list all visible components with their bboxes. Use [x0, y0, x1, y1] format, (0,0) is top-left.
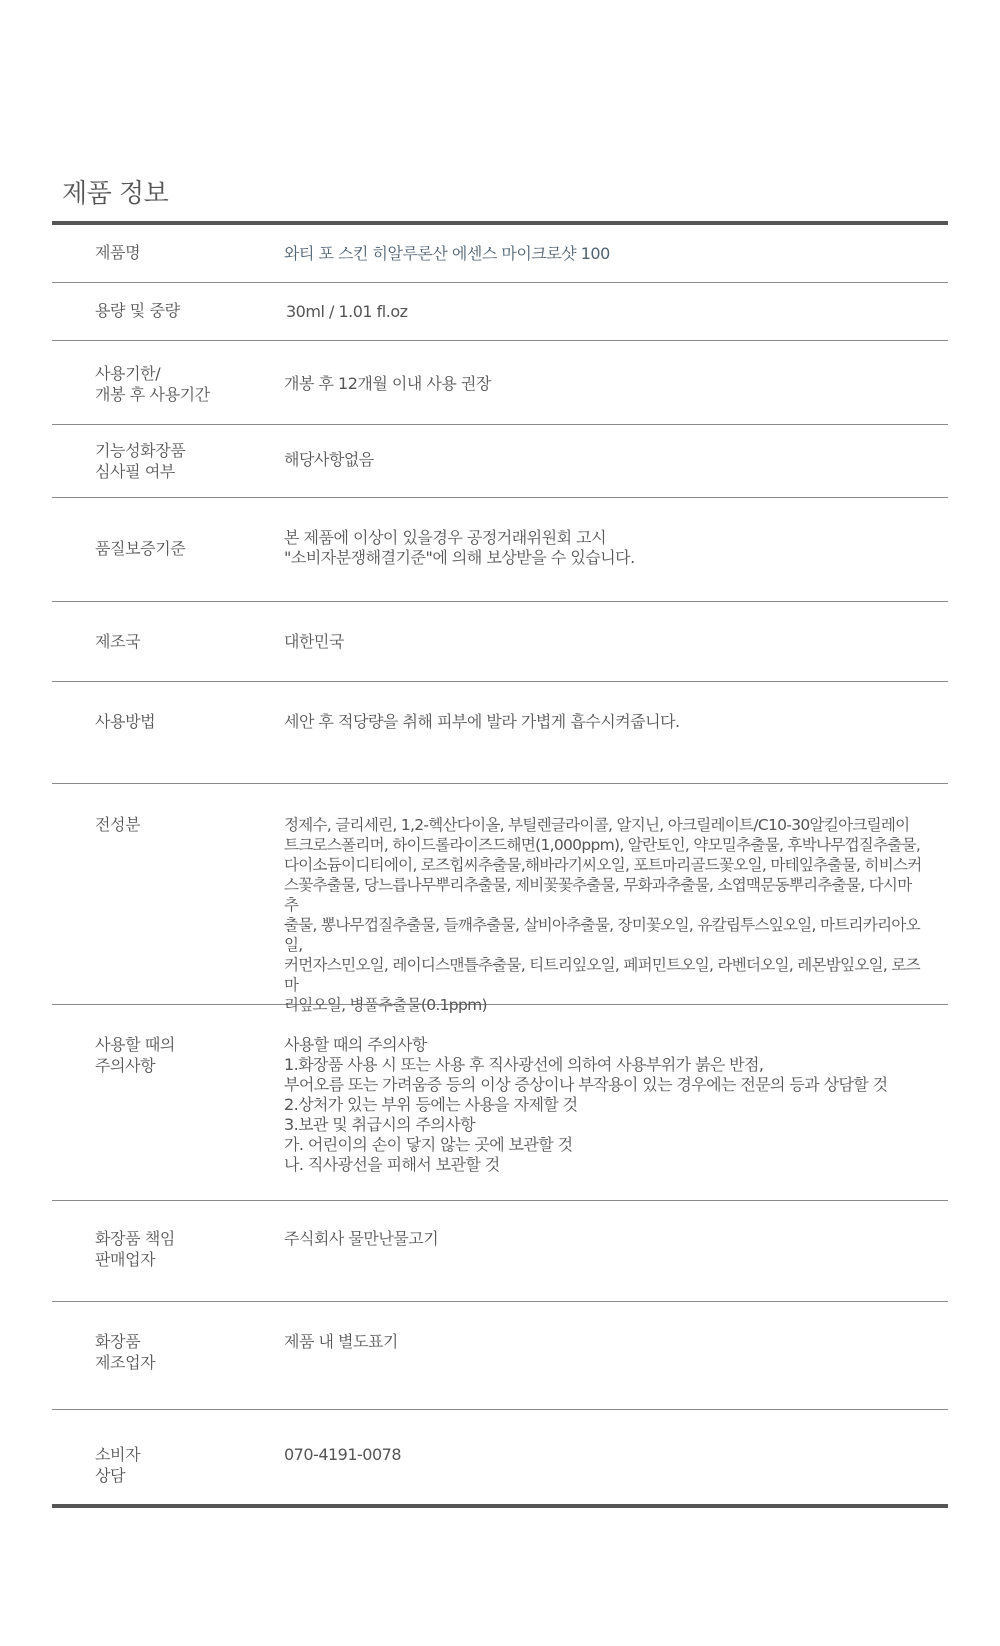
- label-line: 용량 및 중량: [95, 301, 180, 320]
- ingredient-line: 정제수, 글리세린, 1,2-헥산다이올, 부틸렌글라이콜, 알지닌, 아크릴레이트/C10-30알킬아크릴레이: [284, 816, 910, 834]
- label-line: 화장품: [95, 1332, 141, 1351]
- row-value: [284, 528, 924, 568]
- label-line: 소비자: [95, 1445, 141, 1464]
- row-value: 제품 내 별도표기: [284, 1332, 398, 1351]
- row-value: [284, 815, 924, 1015]
- row-value: 와티 포 스킨 히알루론산 에센스 마이크로샷 100: [284, 244, 610, 263]
- ingredient-line: 스꽃추출물, 당느릅나무뿌리추출물, 제비꽃꽃추출물, 무화과추출물, 소엽맥문동뿌리추출물, 다시마추: [284, 876, 912, 914]
- row-label: [95, 242, 265, 263]
- row-manufacturer: [52, 1302, 948, 1410]
- label-line: 품질보증기준: [95, 539, 186, 558]
- row-label: [95, 631, 265, 652]
- precaution-line: 나. 직사광선을 피해서 보관할 것: [284, 1155, 500, 1174]
- row-value: 주식회사 물만난물고기: [284, 1229, 439, 1248]
- precaution-line: 가. 어린이의 손이 닿지 않는 곳에 보관할 것: [284, 1135, 573, 1154]
- ingredient-line: 리잎오일, 병풀추출물(0.1ppm): [284, 996, 487, 1014]
- row-value: 개봉 후 12개월 이내 사용 권장: [284, 374, 491, 393]
- label-line: 화장품 책임: [95, 1229, 175, 1248]
- row-label: [95, 1331, 265, 1373]
- row-ingredients: [52, 784, 948, 1014]
- value-line: 본 제품에 이상이 있을경우 공정거래위원회 고시: [284, 528, 607, 547]
- ingredient-line: 트크로스폴리머, 하이드롤라이즈드해면(1,000ppm), 알란토인, 약모밀추출물, 후박나무껍질추출물,: [284, 836, 921, 854]
- row-functional-cosmetic: [52, 425, 948, 498]
- row-label: [95, 1034, 265, 1076]
- row-value: 070-4191-0078: [284, 1445, 402, 1464]
- label-line: 제조국: [95, 632, 141, 651]
- label-line: 제품명: [95, 243, 141, 262]
- ingredient-line: 다이소듐이디티에이, 로즈힙씨추출물,해바라기씨오일, 포트마리골드꽃오일, 마테잎추출물, 히비스커: [284, 856, 922, 874]
- product-info-table: [52, 221, 948, 1508]
- row-value: 대한민국: [284, 632, 344, 651]
- label-line: 제조업자: [95, 1353, 156, 1372]
- row-value: 세안 후 적당량을 취해 피부에 발라 가볍게 흡수시켜줍니다.: [284, 712, 680, 731]
- label-line: 사용기한/: [95, 364, 161, 383]
- label-line: 개봉 후 사용기간: [95, 385, 210, 404]
- row-label: [95, 1228, 265, 1270]
- section-title: 제품 정보: [62, 179, 169, 209]
- row-value: [284, 1035, 924, 1175]
- ingredient-line: 커먼자스민오일, 레이디스맨틀추출물, 티트리잎오일, 페퍼민트오일, 라벤더오일, 레몬밤잎오일, 로즈마: [284, 956, 920, 994]
- row-label: [95, 814, 265, 835]
- row-quality-guarantee: [52, 498, 948, 602]
- row-country: [52, 602, 948, 682]
- precaution-line: 1.화장품 사용 시 또는 사용 후 직사광선에 의하여 사용부위가 붉은 반점,: [284, 1055, 764, 1074]
- value-line: "소비자분쟁해결기준"에 의해 보상받을 수 있습니다.: [284, 548, 635, 567]
- row-value: 30ml / 1.01 fl.oz: [286, 302, 408, 321]
- precaution-line: 2.상처가 있는 부위 등에는 사용을 자제할 것: [284, 1095, 578, 1114]
- row-responsible-seller: [52, 1201, 948, 1302]
- row-how-to-use: [52, 682, 948, 784]
- label-line: 판매업자: [95, 1250, 156, 1269]
- row-label: [95, 440, 265, 482]
- label-line: 사용방법: [95, 712, 156, 731]
- precaution-line: 사용할 때의 주의사항: [284, 1035, 427, 1054]
- row-volume: [52, 283, 948, 341]
- precaution-line: 부어오름 또는 가려움증 등의 이상 증상이나 부작용이 있는 경우에는 전문의 등과 상담할 것: [284, 1075, 888, 1094]
- row-label: [95, 711, 265, 732]
- row-customer-service: [52, 1410, 948, 1504]
- label-line: 전성분: [95, 815, 141, 834]
- row-label: [95, 1444, 265, 1486]
- label-line: 상담: [95, 1466, 126, 1485]
- label-line: 사용할 때의: [95, 1035, 175, 1054]
- row-product-name: [52, 225, 948, 283]
- row-value: 해당사항없음: [284, 450, 374, 469]
- row-label: [95, 538, 265, 559]
- label-line: 주의사항: [95, 1056, 156, 1075]
- label-line: 기능성화장품: [95, 441, 186, 460]
- row-expiry: [52, 341, 948, 425]
- ingredient-line: 출물, 뽕나무껍질추출물, 들깨추출물, 살비아추출물, 장미꽃오일, 유칼립투스잎오일, 마트리카리아오일,: [284, 916, 920, 954]
- row-label: [95, 300, 265, 321]
- row-precautions: [52, 1005, 948, 1201]
- label-line: 심사필 여부: [95, 462, 175, 481]
- precaution-line: 3.보관 및 취급시의 주의사항: [284, 1115, 475, 1134]
- row-label: [95, 363, 265, 405]
